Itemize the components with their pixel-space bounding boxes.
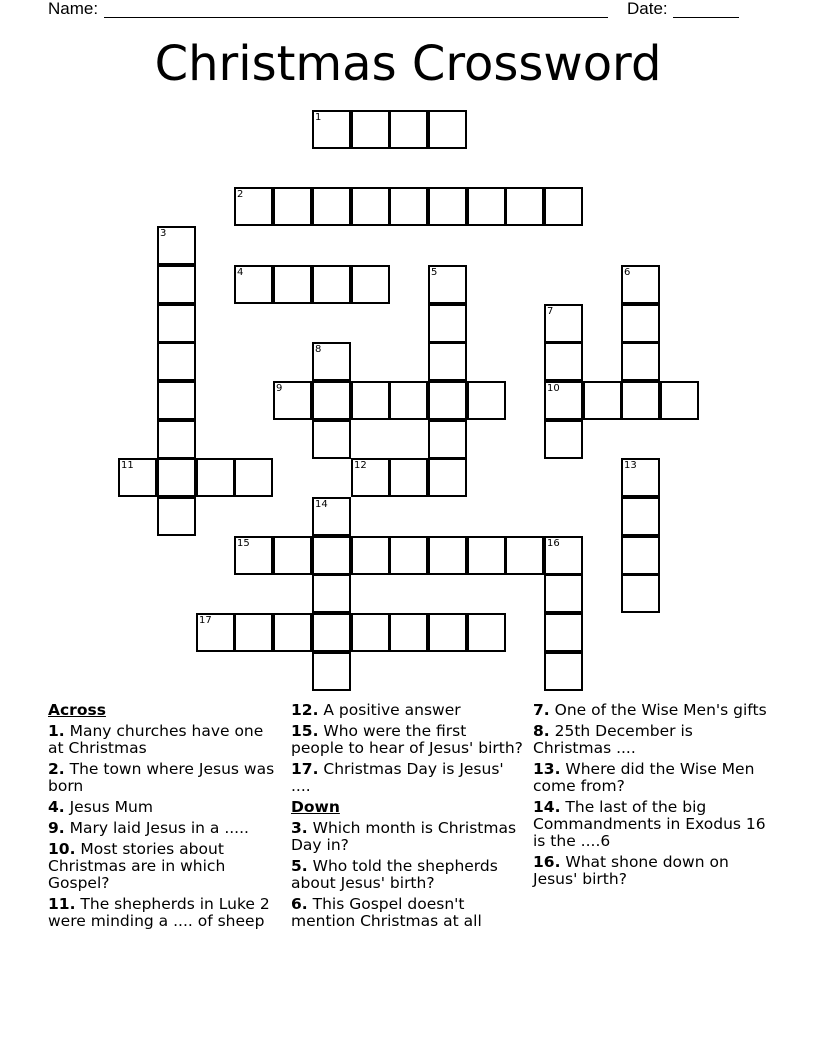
crossword-cell[interactable] — [544, 420, 583, 459]
cell-number: 11 — [121, 460, 134, 471]
crossword-cell[interactable] — [428, 265, 467, 304]
across-clue: 11. The shepherds in Luke 2 were minding a .... of sheep — [48, 895, 270, 930]
crossword-cell[interactable] — [621, 265, 660, 304]
crossword-cell[interactable] — [544, 187, 583, 226]
name-label: Name: — [48, 0, 103, 18]
down-clue: 13. Where did the Wise Men come from? — [533, 760, 755, 795]
crossword-cell[interactable] — [428, 304, 467, 343]
down-clue: 6. This Gospel doesn't mention Christmas at all — [291, 895, 482, 930]
crossword-cell[interactable] — [273, 613, 312, 652]
crossword-cell[interactable] — [389, 381, 428, 420]
crossword-cell[interactable] — [234, 536, 273, 575]
crossword-cell[interactable] — [157, 497, 196, 536]
crossword-cell[interactable] — [312, 187, 351, 226]
crossword-cell[interactable] — [389, 536, 428, 575]
crossword-cell[interactable] — [428, 613, 467, 652]
crossword-cell[interactable] — [544, 574, 583, 613]
across-clue: 4. Jesus Mum — [48, 798, 153, 816]
crossword-cell[interactable] — [660, 381, 699, 420]
down-clue: 5. Who told the shepherds about Jesus' birth? — [291, 857, 498, 892]
cell-number: 10 — [547, 383, 560, 394]
crossword-cell[interactable] — [234, 265, 273, 304]
crossword-cell[interactable] — [351, 265, 390, 304]
crossword-cell[interactable] — [544, 304, 583, 343]
crossword-cell[interactable] — [312, 265, 351, 304]
cell-number: 3 — [160, 228, 167, 239]
crossword-cell[interactable] — [428, 381, 467, 420]
crossword-cell[interactable] — [273, 381, 312, 420]
crossword-cell[interactable] — [544, 536, 583, 575]
crossword-cell[interactable] — [544, 342, 583, 381]
crossword-cell[interactable] — [312, 381, 351, 420]
page-title: Christmas Crossword — [154, 36, 662, 92]
crossword-cell[interactable] — [621, 342, 660, 381]
crossword-cell[interactable] — [467, 613, 506, 652]
cell-number: 5 — [431, 267, 438, 278]
crossword-cell[interactable] — [621, 458, 660, 497]
across-clue: 1. Many churches have one at Christmas — [48, 722, 264, 757]
crossword-cell[interactable] — [351, 187, 390, 226]
down-clue: 8. 25th December is Christmas .... — [533, 722, 693, 757]
cell-number: 14 — [315, 499, 328, 510]
across-clue: 12. A positive answer — [291, 701, 461, 719]
crossword-cell[interactable] — [583, 381, 622, 420]
crossword-cell[interactable] — [273, 265, 312, 304]
cell-number: 13 — [624, 460, 637, 471]
crossword-cell[interactable] — [157, 381, 196, 420]
crossword-cell[interactable] — [428, 187, 467, 226]
cell-number: 6 — [624, 267, 631, 278]
crossword-cell[interactable] — [234, 458, 273, 497]
crossword-cell[interactable] — [196, 613, 235, 652]
across-clue: 2. The town where Jesus was born — [48, 760, 275, 795]
across-clue: 10. Most stories about Christmas are in which Gospel? — [48, 840, 226, 892]
crossword-cell[interactable] — [118, 458, 157, 497]
crossword-cell[interactable] — [544, 613, 583, 652]
across-heading: Across — [48, 701, 106, 719]
cell-number: 9 — [276, 383, 283, 394]
crossword-cell[interactable] — [467, 381, 506, 420]
down-clue: 16. What shone down on Jesus' birth? — [533, 853, 729, 888]
crossword-cell[interactable] — [157, 420, 196, 459]
crossword-cell[interactable] — [544, 381, 583, 420]
crossword-cell[interactable] — [428, 342, 467, 381]
cell-number: 2 — [237, 189, 244, 200]
cell-number: 12 — [354, 460, 367, 471]
cell-number: 17 — [199, 615, 212, 626]
crossword-cell[interactable] — [157, 458, 196, 497]
crossword-cell[interactable] — [312, 497, 351, 536]
crossword-cell[interactable] — [234, 187, 273, 226]
cell-number: 7 — [547, 306, 554, 317]
crossword-cell[interactable] — [157, 342, 196, 381]
down-clue: 3. Which month is Christmas Day in? — [291, 819, 517, 854]
down-clue: 14. The last of the big Commandments in Exodus 16 is the ....6 — [533, 798, 766, 850]
crossword-cell[interactable] — [389, 187, 428, 226]
cell-number: 16 — [547, 538, 560, 549]
clue-column-1 — [48, 702, 280, 934]
clue-column-3 — [533, 702, 773, 892]
crossword-cell[interactable] — [428, 536, 467, 575]
date-label: Date: — [627, 0, 673, 18]
crossword-cell[interactable] — [273, 536, 312, 575]
cell-number: 1 — [315, 112, 322, 123]
down-clue: 7. One of the Wise Men's gifts — [533, 701, 767, 719]
crossword-cell[interactable] — [505, 187, 544, 226]
crossword-cell[interactable] — [196, 458, 235, 497]
crossword-cell[interactable] — [467, 187, 506, 226]
crossword-cell[interactable] — [505, 536, 544, 575]
cell-number: 15 — [237, 538, 250, 549]
across-clue: 15. Who were the first people to hear of Jesus' birth? — [291, 722, 523, 757]
crossword-cell[interactable] — [312, 574, 351, 613]
crossword-cell[interactable] — [312, 536, 351, 575]
crossword-cell[interactable] — [389, 458, 428, 497]
crossword-cell[interactable] — [351, 110, 390, 149]
crossword-cell[interactable] — [312, 110, 351, 149]
down-heading: Down — [291, 798, 340, 816]
cell-number: 8 — [315, 344, 322, 355]
crossword-cell[interactable] — [389, 110, 428, 149]
crossword-cell[interactable] — [621, 574, 660, 613]
crossword-cell[interactable] — [351, 381, 390, 420]
crossword-cell[interactable] — [157, 304, 196, 343]
clue-column-2 — [291, 702, 523, 934]
cell-number: 4 — [237, 267, 244, 278]
crossword-cell[interactable] — [157, 265, 196, 304]
crossword-cell[interactable] — [621, 381, 660, 420]
crossword-cell[interactable] — [312, 420, 351, 459]
crossword-cell[interactable] — [351, 458, 390, 497]
crossword-cell[interactable] — [428, 458, 467, 497]
crossword-cell[interactable] — [428, 110, 467, 149]
across-clue: 9. Mary laid Jesus in a ..... — [48, 819, 249, 837]
crossword-cell[interactable] — [621, 304, 660, 343]
across-clue: 17. Christmas Day is Jesus' .... — [291, 760, 504, 795]
crossword-cell[interactable] — [467, 536, 506, 575]
crossword-cell[interactable] — [312, 652, 351, 691]
crossword-cell[interactable] — [312, 342, 351, 381]
crossword-cell[interactable] — [273, 187, 312, 226]
crossword-cell[interactable] — [544, 652, 583, 691]
crossword-cell[interactable] — [621, 497, 660, 536]
crossword-cell[interactable] — [351, 536, 390, 575]
crossword-cell[interactable] — [312, 613, 351, 652]
crossword-cell[interactable] — [234, 613, 273, 652]
crossword-cell[interactable] — [621, 536, 660, 575]
crossword-cell[interactable] — [157, 226, 196, 265]
crossword-cell[interactable] — [351, 613, 390, 652]
crossword-cell[interactable] — [389, 613, 428, 652]
crossword-cell[interactable] — [428, 420, 467, 459]
